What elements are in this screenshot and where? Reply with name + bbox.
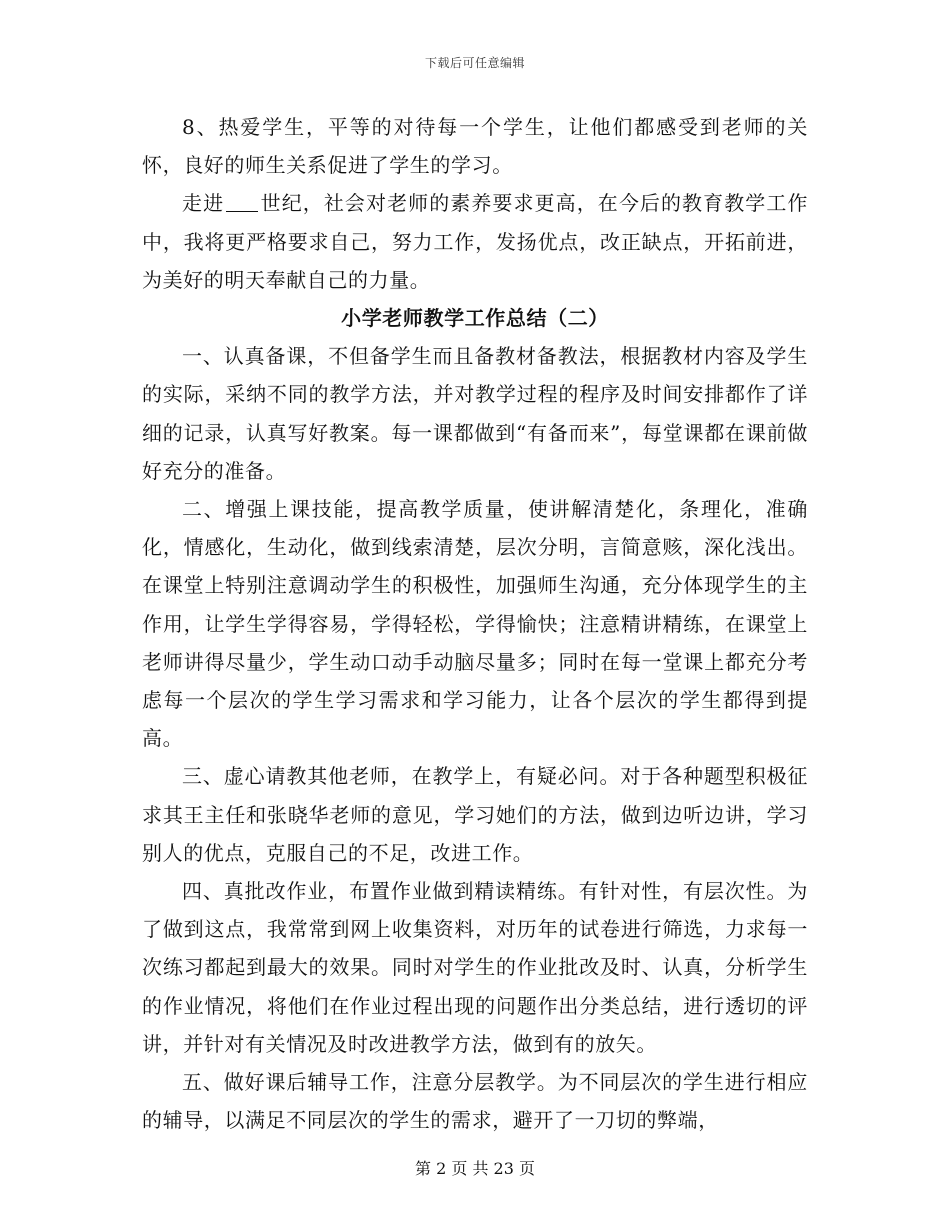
paragraph-5: 五、做好课后辅导工作，注意分层教学。为不同层次的学生进行相应的辅导，以满足不同层次的学生的需求，避开了一刀切的弊端， — [142, 1070, 808, 1133]
paragraph-4: 四、真批改作业，布置作业做到精读精练。有针对性，有层次性。为了做到这点，我常常到网上收集资料，对历年的试卷进行筛选，力求每一次练习都起到最大的效果。同时对学生的作业批改及时、认真，分析学生的作业情况，将他们在作业过程出现的问题作出分类总结，进行透切的评讲，并针对有关情况及时改进教学方法，做到有的放矢。 — [142, 879, 808, 1056]
paragraph-1: 一、认真备课，不但备学生而且备教材备教法，根据教材内容及学生的实际，采纳不同的教学方法，并对教学过程的程序及时间安排都作了详细的记录，认真写好教案。每一课都做到“有备而来”，每堂课都在课前做好充分的准备。 — [142, 344, 808, 483]
document-body — [142, 108, 808, 1139]
page-footer: 第 2 页 共 23 页 — [415, 1159, 535, 1178]
closing-text-rest: 世纪，社会对老师的素养要求更高，在今后的教育教学工作中，我将更严格要求自己，努力工作，发扬优点，改正缺点，开拓前进，为美好的明天奉献自己的力量。 — [142, 191, 809, 292]
blank-underline — [226, 193, 258, 212]
paragraph-2: 二、增强上课技能，提高教学质量，使讲解清楚化，条理化，准确化，情感化，生动化，做到线索清楚，层次分明，言简意赅，深化浅出。在课堂上特别注意调动学生的积极性，加强师生沟通，充分体现学生的主作用，让学生学得容易，学得轻松，学得愉快；注意精讲精练，在课堂上老师讲得尽量少，学生动口动手动脑尽量多；同时在每一堂课上都充分考虑每一个层次的学生学习需求和学习能力，让各个层次的学生都得到提高。 — [142, 497, 808, 751]
section-title: 小学老师教学工作总结（二） — [341, 306, 609, 331]
paragraph-item-8: 8、热爱学生，平等的对待每一个学生，让他们都感受到老师的关怀，良好的师生关系促进了学生的学习。 — [142, 115, 808, 178]
paragraph-3: 三、虚心请教其他老师，在教学上，有疑必问。对于各种题型积极征求其王主任和张晓华老师的意见，学习她们的方法，做到边听边讲，学习别人的优点，克服自己的不足，改进工作。 — [142, 764, 808, 865]
closing-paragraph — [142, 184, 808, 299]
page-header: 下载后可任意编辑 — [424, 56, 525, 70]
closing-text-start: 走进 — [182, 191, 225, 216]
